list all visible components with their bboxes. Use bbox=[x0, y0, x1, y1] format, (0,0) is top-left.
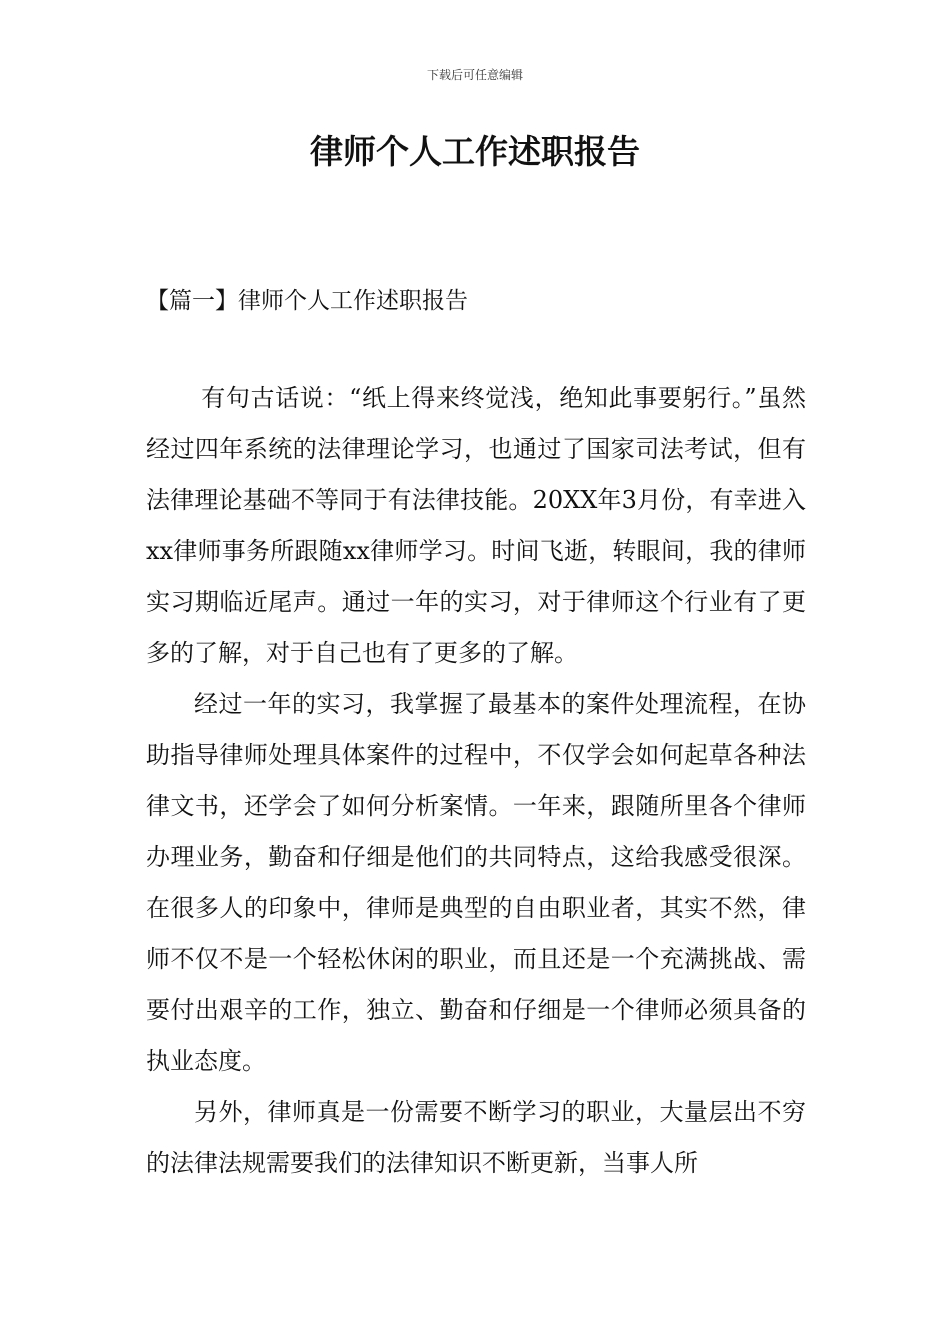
document-title: 律师个人工作述职报告 bbox=[310, 132, 640, 171]
body-text bbox=[146, 373, 806, 1189]
page-header-note: 下载后可任意编辑 bbox=[426, 68, 523, 82]
paragraph-2: 经过一年的实习，我掌握了最基本的案件处理流程，在协助指导律师处理具体案件的过程中，不仅学会如何起草各种法律文书，还学会了如何分析案情。一年来，跟随所里各个律师办理业务，勤奋和仔细是他们的共同特点，这给我感受很深。在很多人的印象中，律师是典型的自由职业者，其实不然，律师不仅不是一个轻松休闲的职业，而且还是一个充满挑战、需要付出艰辛的工作，独立、勤奋和仔细是一个律师必须具备的执业态度。 bbox=[146, 690, 806, 1075]
section-heading: 【篇一】律师个人工作述职报告 bbox=[146, 288, 468, 314]
paragraph-3: 另外，律师真是一份需要不断学习的职业，大量层出不穷的法律法规需要我们的法律知识不断更新，当事人所 bbox=[146, 1098, 806, 1177]
paragraph-1: 有句古话说：“纸上得来终觉浅，绝知此事要躬行。”虽然经过四年系统的法律理论学习，也通过了国家司法考试，但有法律理论基础不等同于有法律技能。20XX年3月份，有幸进入xx律师事务所跟随xx律师学习。时间飞逝，转眼间，我的律师实习期临近尾声。通过一年的实习，对于律师这个行业有了更多的了解，对于自己也有了更多的了解。 bbox=[146, 384, 806, 667]
